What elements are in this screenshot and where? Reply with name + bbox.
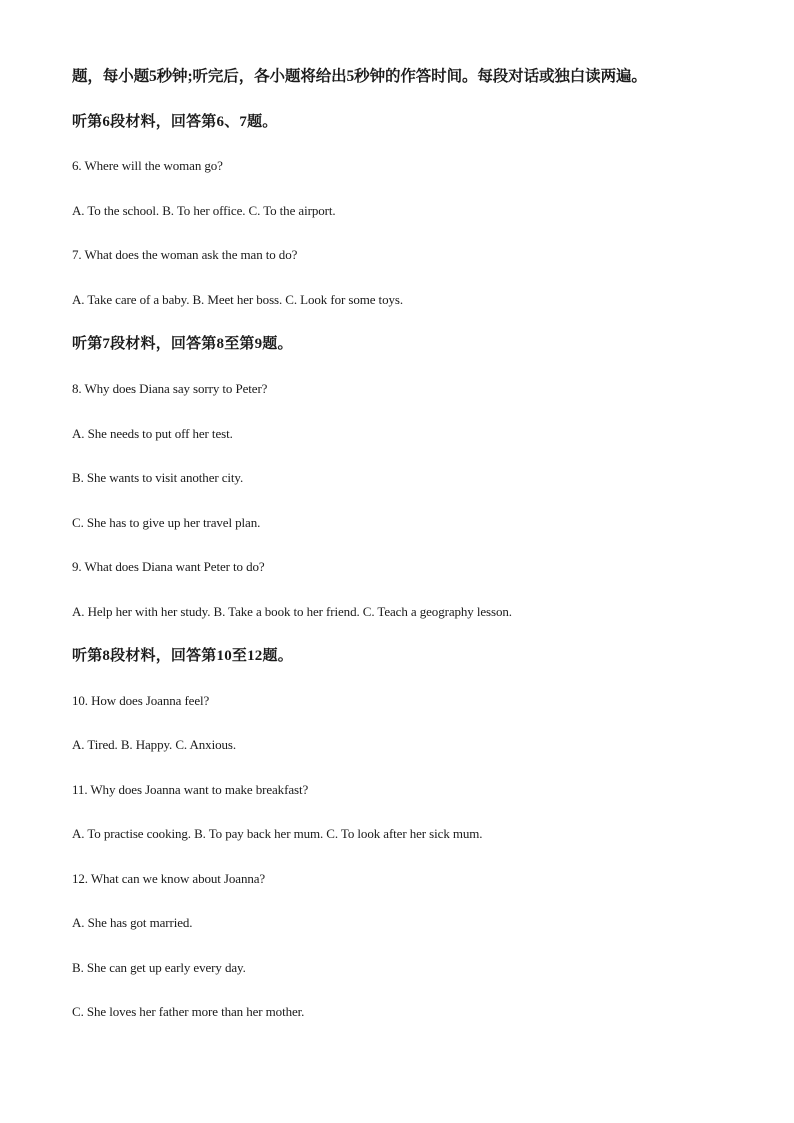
question-11-options: A. To practise cooking. B. To pay back her mum. C. To look after her sick mum.: [72, 826, 483, 841]
question-12-option-c: C. She loves her father more than her mother.: [72, 1004, 305, 1019]
question-10: 10. How does Joanna feel?: [72, 693, 210, 708]
question-8-option-c: C. She has to give up her travel plan.: [72, 515, 261, 530]
question-11: 11. Why does Joanna want to make breakfast?: [72, 782, 309, 797]
section-intro-text: 题，每小题5秒钟;听完后，各小题将给出5秒钟的作答时间。每段对话或独白读两遍。: [72, 68, 647, 85]
section-8-heading: 听第8段材料，回答第10至12题。: [72, 648, 293, 664]
question-7-options: A. Take care of a baby. B. Meet her boss. C. Look for some toys.: [72, 292, 403, 307]
question-9-options: A. Help her with her study. B. Take a book to her friend. C. Teach a geography lesson.: [72, 604, 512, 619]
question-8-option-a: A. She needs to put off her test.: [72, 426, 233, 441]
question-8: 8. Why does Diana say sorry to Peter?: [72, 381, 268, 396]
question-9: 9. What does Diana want Peter to do?: [72, 559, 265, 574]
section-6-heading: 听第6段材料，回答第6、7题。: [72, 114, 278, 130]
question-7: 7. What does the woman ask the man to do?: [72, 247, 298, 262]
question-12-option-b: B. She can get up early every day.: [72, 960, 246, 975]
question-12-option-a: A. She has got married.: [72, 915, 193, 930]
question-8-option-b: B. She wants to visit another city.: [72, 470, 244, 485]
section-7-heading: 听第7段材料，回答第8至第9题。: [72, 336, 293, 352]
question-10-options: A. Tired. B. Happy. C. Anxious.: [72, 737, 236, 752]
question-6-options: A. To the school. B. To her office. C. To the airport.: [72, 203, 336, 218]
question-12: 12. What can we know about Joanna?: [72, 871, 266, 886]
question-6: 6. Where will the woman go?: [72, 158, 223, 173]
